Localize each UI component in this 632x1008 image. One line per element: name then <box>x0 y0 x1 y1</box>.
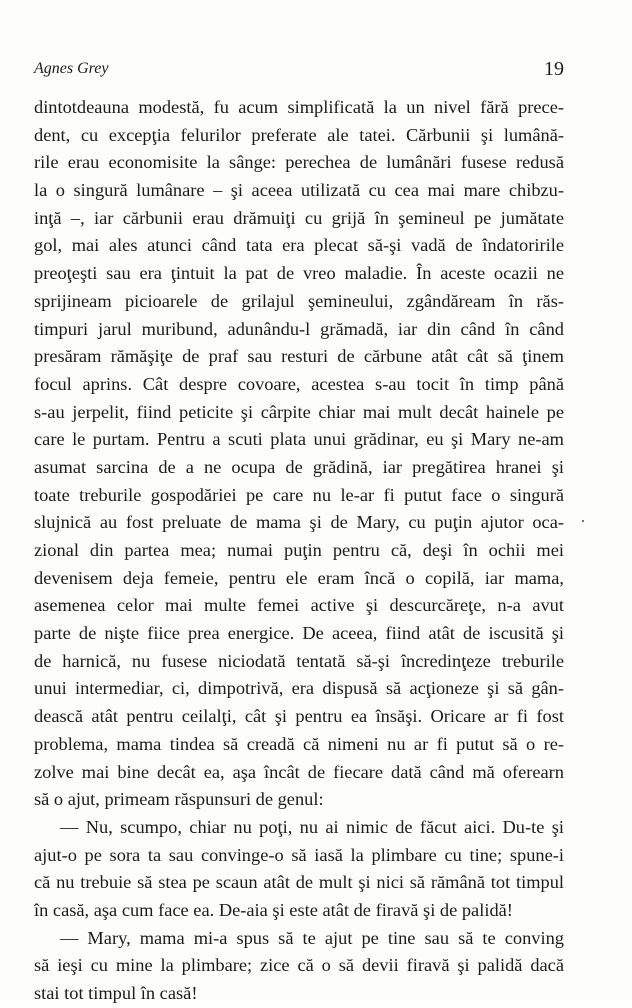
text-line: în casă, aşa cum face ea. De-aia şi este atât de firavă şi de palidă! <box>34 899 513 920</box>
text-line: gol, mai ales atunci când tata era plecat să-şi vadă de îndatoririle <box>34 235 564 256</box>
text-line: stai tot timpul în casă! <box>34 983 198 1003</box>
text-line: asumat sarcina de a ne ocupa de grădină, iar pregătirea hranei şi <box>34 456 564 477</box>
body-text <box>34 94 564 1008</box>
text-line: toate treburile gospodăriei pe care nu le-ar fi putut face o singură <box>34 484 564 505</box>
text-line: dintotdeauna modestă, fu acum simplificată la un nivel fără prece- <box>34 97 564 117</box>
text-line: timpuri jarul muribund, adunându-l grămadă, iar din când în când <box>34 318 564 339</box>
text-line: să o ajut, primeam răspunsuri de genul: <box>34 789 324 810</box>
text-line: că nu trebuie să stea pe scaun atât de mult şi nici să rămână tot timpul <box>34 872 564 893</box>
text-line: care le purtam. Pentru a scuti plata unui grădinar, eu şi Mary ne-am <box>34 429 564 450</box>
text-line: slujnică au fost preluate de mama şi de Mary, cu puţin ajutor oca- <box>34 512 564 533</box>
text-line: sprijineam picioarele de grilajul şemineului, zgândăream în răs- <box>34 290 564 311</box>
text-line: presăram rămăşiţe de praf sau resturi de cărbune atât cât să ţinem <box>34 346 564 367</box>
text-line: zolve mai bine decât ea, aşa încât de fiecare dată când mă oferearn <box>34 761 564 782</box>
text-line: de harnică, nu fusese niciodată tentată să-şi încredinţeze treburile <box>34 650 564 671</box>
dialogue-line: — Mary, mama mi-a spus să te ajut pe tine sau să te conving <box>60 927 564 948</box>
text-line: inţă –, iar cărbunii erau drămuiţi cu grijă în şemineul pe jumătate <box>34 207 564 228</box>
text-line: dent, cu excepţia felurilor preferate ale tatei. Cărbunii şi lumână- <box>34 124 564 145</box>
text-line: zional din partea mea; numai puţin pentru că, deşi în ochii mei <box>34 540 564 560</box>
dialogue-line: — Nu, scumpo, chiar nu poţi, nu ai nimic de făcut aici. Du-te şi <box>60 816 564 837</box>
text-line: focul aprins. Cât despre covoare, acestea s-au tocit în timp până <box>34 373 564 394</box>
page-number: 19 <box>544 58 564 80</box>
text-line: ajut-o pe sora ta sau convinge-o să iasă la plimbare cu tine; spune-i <box>34 844 564 865</box>
text-line: unui intermediar, ci, dimpotrivă, era dispusă să acţioneze şi să gân- <box>34 678 564 699</box>
text-line: asemenea celor mai multe femei active şi descurcăreţe, n-a avut <box>34 595 564 616</box>
text-line: devenisem deja femeie, pentru ele eram încă o copilă, iar mama, <box>34 567 564 588</box>
text-line: parte de nişte fiice prea energice. De aceea, fiind atât de iscusită şi <box>34 623 564 644</box>
text-line: problema, mama tindea să creadă că nimeni nu ar fi putut să o re- <box>34 733 564 754</box>
text-line: preoţeşti sau era ţintuit la pat de vreo maladie. În aceste ocazii ne <box>34 263 564 284</box>
print-speck <box>582 520 584 522</box>
book-title: Agnes Grey <box>34 60 109 77</box>
text-line: să ieşi cu mine la plimbare; zice că o să devii firavă şi palidă dacă <box>34 955 564 976</box>
text-line: s-au jerpelit, fiind peticite şi cârpite chiar mai mult decât hainele pe <box>34 401 564 422</box>
text-line: rile erau economisite la sânge: perechea de lumânări fusese redusă <box>34 152 564 173</box>
text-line: la o singură lumânare – şi aceea utilizată cu cea mai mare chibzu- <box>34 180 564 201</box>
running-head <box>34 60 564 82</box>
text-line: dească atât pentru ceilalţi, cât şi pentru ea însăşi. Oricare ar fi fost <box>34 706 564 727</box>
